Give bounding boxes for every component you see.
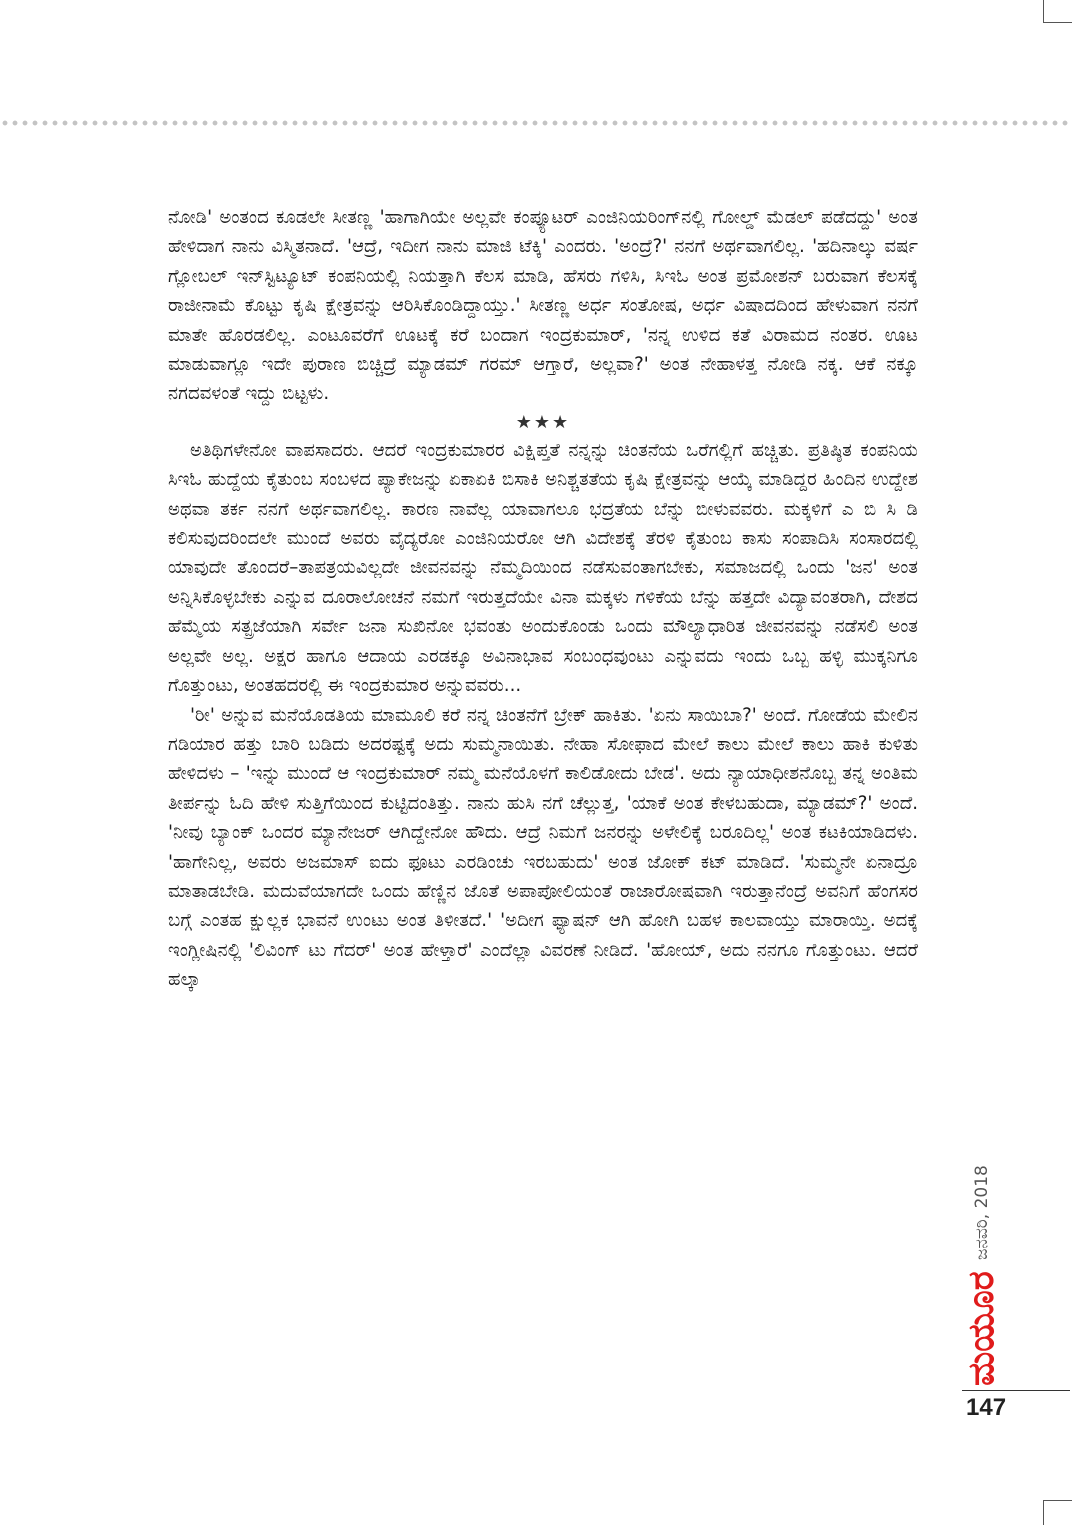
section-break-stars: ★★★ <box>515 411 571 433</box>
crop-mark-bottom-right <box>1043 1500 1072 1501</box>
paragraph: ಅತಿಥಿಗಳೇನೋ ವಾಪಸಾದರು. ಆದರೆ ಇಂದ್ರಕುಮಾರರ ವಿಕ್ಷಿಪ್ತತೆ ನನ್ನನ್ನು ಚಿಂತನೆಯ ಒರೆಗಲ್ಲಿಗೆ ಹಚ್ಚಿತು. ಪ್ರತಿಷ್ಠಿತ ಕಂಪನಿಯ ಸಿಇಓ ಹುದ್ದೆಯ ಕೈತುಂಬ ಸಂಬಳದ ಪ್ಯಾಕೇಜನ್ನು ಏಕಾಏಕಿ ಬಿಸಾಕಿ ಅನಿಶ್ಚತತೆಯ ಕೃಷಿ ಕ್ಷೇತ್ರವನ್ನು ಆಯ್ಕೆ ಮಾಡಿದ್ದರ ಹಿಂದಿನ ಉದ್ದೇಶ ಅಥವಾ ತರ್ಕ ನನಗೆ ಅರ್ಥವಾಗಲಿಲ್ಲ. ಕಾರಣ ನಾವೆಲ್ಲ ಯಾವಾಗಲೂ ಭದ್ರತೆಯ ಬೆನ್ನು ಬೀಳುವವರು. ಮಕ್ಕಳಿಗೆ ಎ ಬಿ ಸಿ ಡಿ ಕಲಿಸುವುದರಿಂದಲೇ ಮುಂದೆ ಅವರು ವೈದ್ಯರೋ ಎಂಜಿನಿಯರೋ ಆಗಿ ವಿದೇಶಕ್ಕೆ ತೆರಳಿ ಕೈತುಂಬ ಕಾಸು ಸಂಪಾದಿಸಿ ಸಂಸಾರದಲ್ಲಿ ಯಾವುದೇ ತೊಂದರೆ–ತಾಪತ್ರಯವಿಲ್ಲದೇ ಜೀವನವನ್ನು ನೆಮ್ಮದಿಯಿಂದ ನಡೆಸುವಂತಾಗಬೇಕು, ಸಮಾಜದಲ್ಲಿ ಒಂದು 'ಜನ' ಅಂತ ಅನ್ನಿಸಿಕೊಳ್ಳಬೇಕು ಎನ್ನುವ ದೂರಾಲೋಚನೆ ನಮಗೆ ಇರುತ್ತದೆಯೇ ವಿನಾ ಮಕ್ಕಳು ಗಳಿಕೆಯ ಬೆನ್ನು ಹತ್ತದೇ ವಿದ್ಯಾವಂತರಾಗಿ, ದೇಶದ ಹೆಮ್ಮೆಯ ಸತ್ಪ್ರಜೆಯಾಗಿ ಸರ್ವೇ ಜನಾ ಸುಖಿನೋ ಭವಂತು ಅಂದುಕೊಂಡು ಒಂದು ಮೌಲ್ಯಾಧಾರಿತ ಜೀವನವನ್ನು ನಡೆಸಲಿ ಅಂತ ಅಲ್ಲವೇ ಅಲ್ಲ. ಅಕ್ಷರ ಹಾಗೂ ಆದಾಯ ಎರಡಕ್ಕೂ ಅವಿನಾಭಾವ ಸಂಬಂಧವುಂಟು ಎನ್ನುವದು ಇಂದು ಒಬ್ಬ ಹಳ್ಳಿ ಮುಕ್ಕನಿಗೂ ಗೊತ್ತುಂಟು, ಅಂತಹದರಲ್ಲಿ ಈ ಇಂದ್ರಕುಮಾರ ಅನ್ನುವವರು... <box>168 439 918 697</box>
paragraph: 'ರೀ' ಅನ್ನುವ ಮನೆಯೊಡತಿಯ ಮಾಮೂಲಿ ಕರೆ ನನ್ನ ಚಿಂತನೆಗೆ ಬ್ರೇಕ್ ಹಾಕಿತು. 'ಏನು ಸಾಯಿಬಾ?' ಅಂದೆ. ಗೋಡೆಯ ಮೇಲಿನ ಗಡಿಯಾರ ಹತ್ತು ಬಾರಿ ಬಡಿದು ಅದರಷ್ಟಕ್ಕೆ ಅದು ಸುಮ್ಮನಾಯಿತು. ನೇಹಾ ಸೋಫಾದ ಮೇಲೆ ಕಾಲು ಮೇಲೆ ಕಾಲು ಹಾಕಿ ಕುಳಿತು ಹೇಳಿದಳು – 'ಇನ್ನು ಮುಂದೆ ಆ ಇಂದ್ರಕುಮಾರ್ ನಮ್ಮ ಮನೆಯೊಳಗೆ ಕಾಲಿಡೋದು ಬೇಡ'. ಅದು ನ್ಯಾಯಾಧೀಶನೊಬ್ಬ ತನ್ನ ಅಂತಿಮ ತೀರ್ಪನ್ನು ಓದಿ ಹೇಳಿ ಸುತ್ತಿಗೆಯಿಂದ ಕುಟ್ಟಿದಂತಿತ್ತು. ನಾನು ಹುಸಿ ನಗೆ ಚೆಲ್ಲುತ್ತ, 'ಯಾಕೆ ಅಂತ ಕೇಳಬಹುದಾ, ಮ್ಯಾಡಮ್?' ಅಂದೆ. 'ನೀವು ಬ್ಯಾಂಕ್ ಒಂದರ ಮ್ಯಾನೇಜರ್ ಆಗಿದ್ದೇನೋ ಹೌದು. ಆದ್ರೆ ನಿಮಗೆ ಜನರನ್ನು ಅಳೇಲಿಕ್ಕೆ ಬರೂದಿಲ್ಲ' ಅಂತ ಕಟಕಿಯಾಡಿದಳು. 'ಹಾಗೇನಿಲ್ಲ, ಅವರು ಅಜಮಾಸ್ ಐದು ಫೂಟು ಎರಡಿಂಚು ಇರಬಹುದು' ಅಂತ ಜೋಕ್ ಕಟ್ ಮಾಡಿದೆ. 'ಸುಮ್ಮನೇ ಏನಾದ್ರೂ ಮಾತಾಡಬೇಡಿ. ಮದುವೆಯಾಗದೇ ಒಂದು ಹೆಣ್ಣಿನ ಜೊತೆ ಅಪಾಪೋಲಿಯಂತೆ ರಾಜಾರೋಷವಾಗಿ ಇರುತ್ತಾನೆಂದ್ರೆ ಅವನಿಗೆ ಹೆಂಗಸರ ಬಗ್ಗೆ ಎಂತಹ ಕ್ಷುಲ್ಲಕ ಭಾವನೆ ಉಂಟು ಅಂತ ತಿಳೀತದೆ.' 'ಅದೀಗ ಫ್ಯಾಷನ್ ಆಗಿ ಹೋಗಿ ಬಹಳ ಕಾಲವಾಯ್ತು ಮಾರಾಯ್ತಿ. ಅದಕ್ಕೆ ಇಂಗ್ಲೀಷಿನಲ್ಲಿ 'ಲಿವಿಂಗ್ ಟು ಗೆದರ್' ಅಂತ ಹೇಳ್ತಾರೆ' ಎಂದೆಲ್ಲಾ ವಿವರಣೆ ನೀಡಿದೆ. 'ಹೋಯ್, ಅದು ನನಗೂ ಗೊತ್ತುಂಟು. ಆದರೆ ಹಲ್ಕಾ <box>168 704 918 991</box>
magazine-logo: ಮಯೂರ <box>961 1271 1002 1386</box>
page-number-rule <box>962 1390 1070 1391</box>
crop-mark-top-right <box>1043 22 1072 23</box>
crop-mark-bottom-right <box>1043 1500 1044 1525</box>
crop-mark-top-right <box>1043 0 1044 22</box>
article-body <box>168 203 918 995</box>
dotted-divider <box>0 119 1072 127</box>
issue-date: ಜನವರಿ, 2018 <box>972 1165 992 1260</box>
paragraph: ನೋಡಿ' ಅಂತಂದ ಕೂಡಲೇ ಸೀತಣ್ಣ 'ಹಾಗಾಗಿಯೇ ಅಲ್ಲವೇ ಕಂಪ್ಯೂಟರ್ ಎಂಜಿನಿಯರಿಂಗ್‌ನಲ್ಲಿ ಗೋಲ್ಡ್ ಮೆಡಲ್ ಪಡೆದದ್ದು' ಅಂತ ಹೇಳಿದಾಗ ನಾನು ವಿಸ್ಮಿತನಾದೆ. 'ಆದ್ರೆ, ಇದೀಗ ನಾನು ಮಾಜಿ ಟೆಕ್ಕಿ' ಎಂದರು. 'ಅಂದ್ರೆ?' ನನಗೆ ಅರ್ಥವಾಗಲಿಲ್ಲ. 'ಹದಿನಾಲ್ಕು ವರ್ಷ ಗ್ಲೋಬಲ್ ಇನ್‌ಸ್ಟಿಟ್ಯೂಟ್ ಕಂಪನಿಯಲ್ಲಿ ನಿಯತ್ತಾಗಿ ಕೆಲಸ ಮಾಡಿ, ಹೆಸರು ಗಳಿಸಿ, ಸಿಇಓ ಅಂತ ಪ್ರಮೋಶನ್ ಬರುವಾಗ ಕೆಲಸಕ್ಕೆ ರಾಜೀನಾಮೆ ಕೊಟ್ಟು ಕೃಷಿ ಕ್ಷೇತ್ರವನ್ನು ಆರಿಸಿಕೊಂಡಿದ್ದಾಯ್ತು.' ಸೀತಣ್ಣ ಅರ್ಧ ಸಂತೋಷ, ಅರ್ಧ ವಿಷಾದದಿಂದ ಹೇಳುವಾಗ ನನಗೆ ಮಾತೇ ಹೊರಡಲಿಲ್ಲ. ಎಂಟೂವರೆಗೆ ಊಟಕ್ಕೆ ಕರೆ ಬಂದಾಗ ಇಂದ್ರಕುಮಾರ್, 'ನನ್ನ ಉಳಿದ ಕತೆ ವಿರಾಮದ ನಂತರ. ಊಟ ಮಾಡುವಾಗ್ಲೂ ಇದೇ ಪುರಾಣ ಬಿಚ್ಚಿದ್ರೆ ಮ್ಯಾಡಮ್ ಗರಮ್ ಆಗ್ತಾರೆ, ಅಲ್ಲವಾ?' ಅಂತ ನೇಹಾಳತ್ತ ನೋಡಿ ನಕ್ಕ. ಆಕೆ ನಕ್ಕೂ ನಗದವಳಂತೆ ಇದ್ದು ಬಿಟ್ಟಳು. <box>168 207 918 405</box>
page-number: 147 <box>966 1394 1007 1421</box>
